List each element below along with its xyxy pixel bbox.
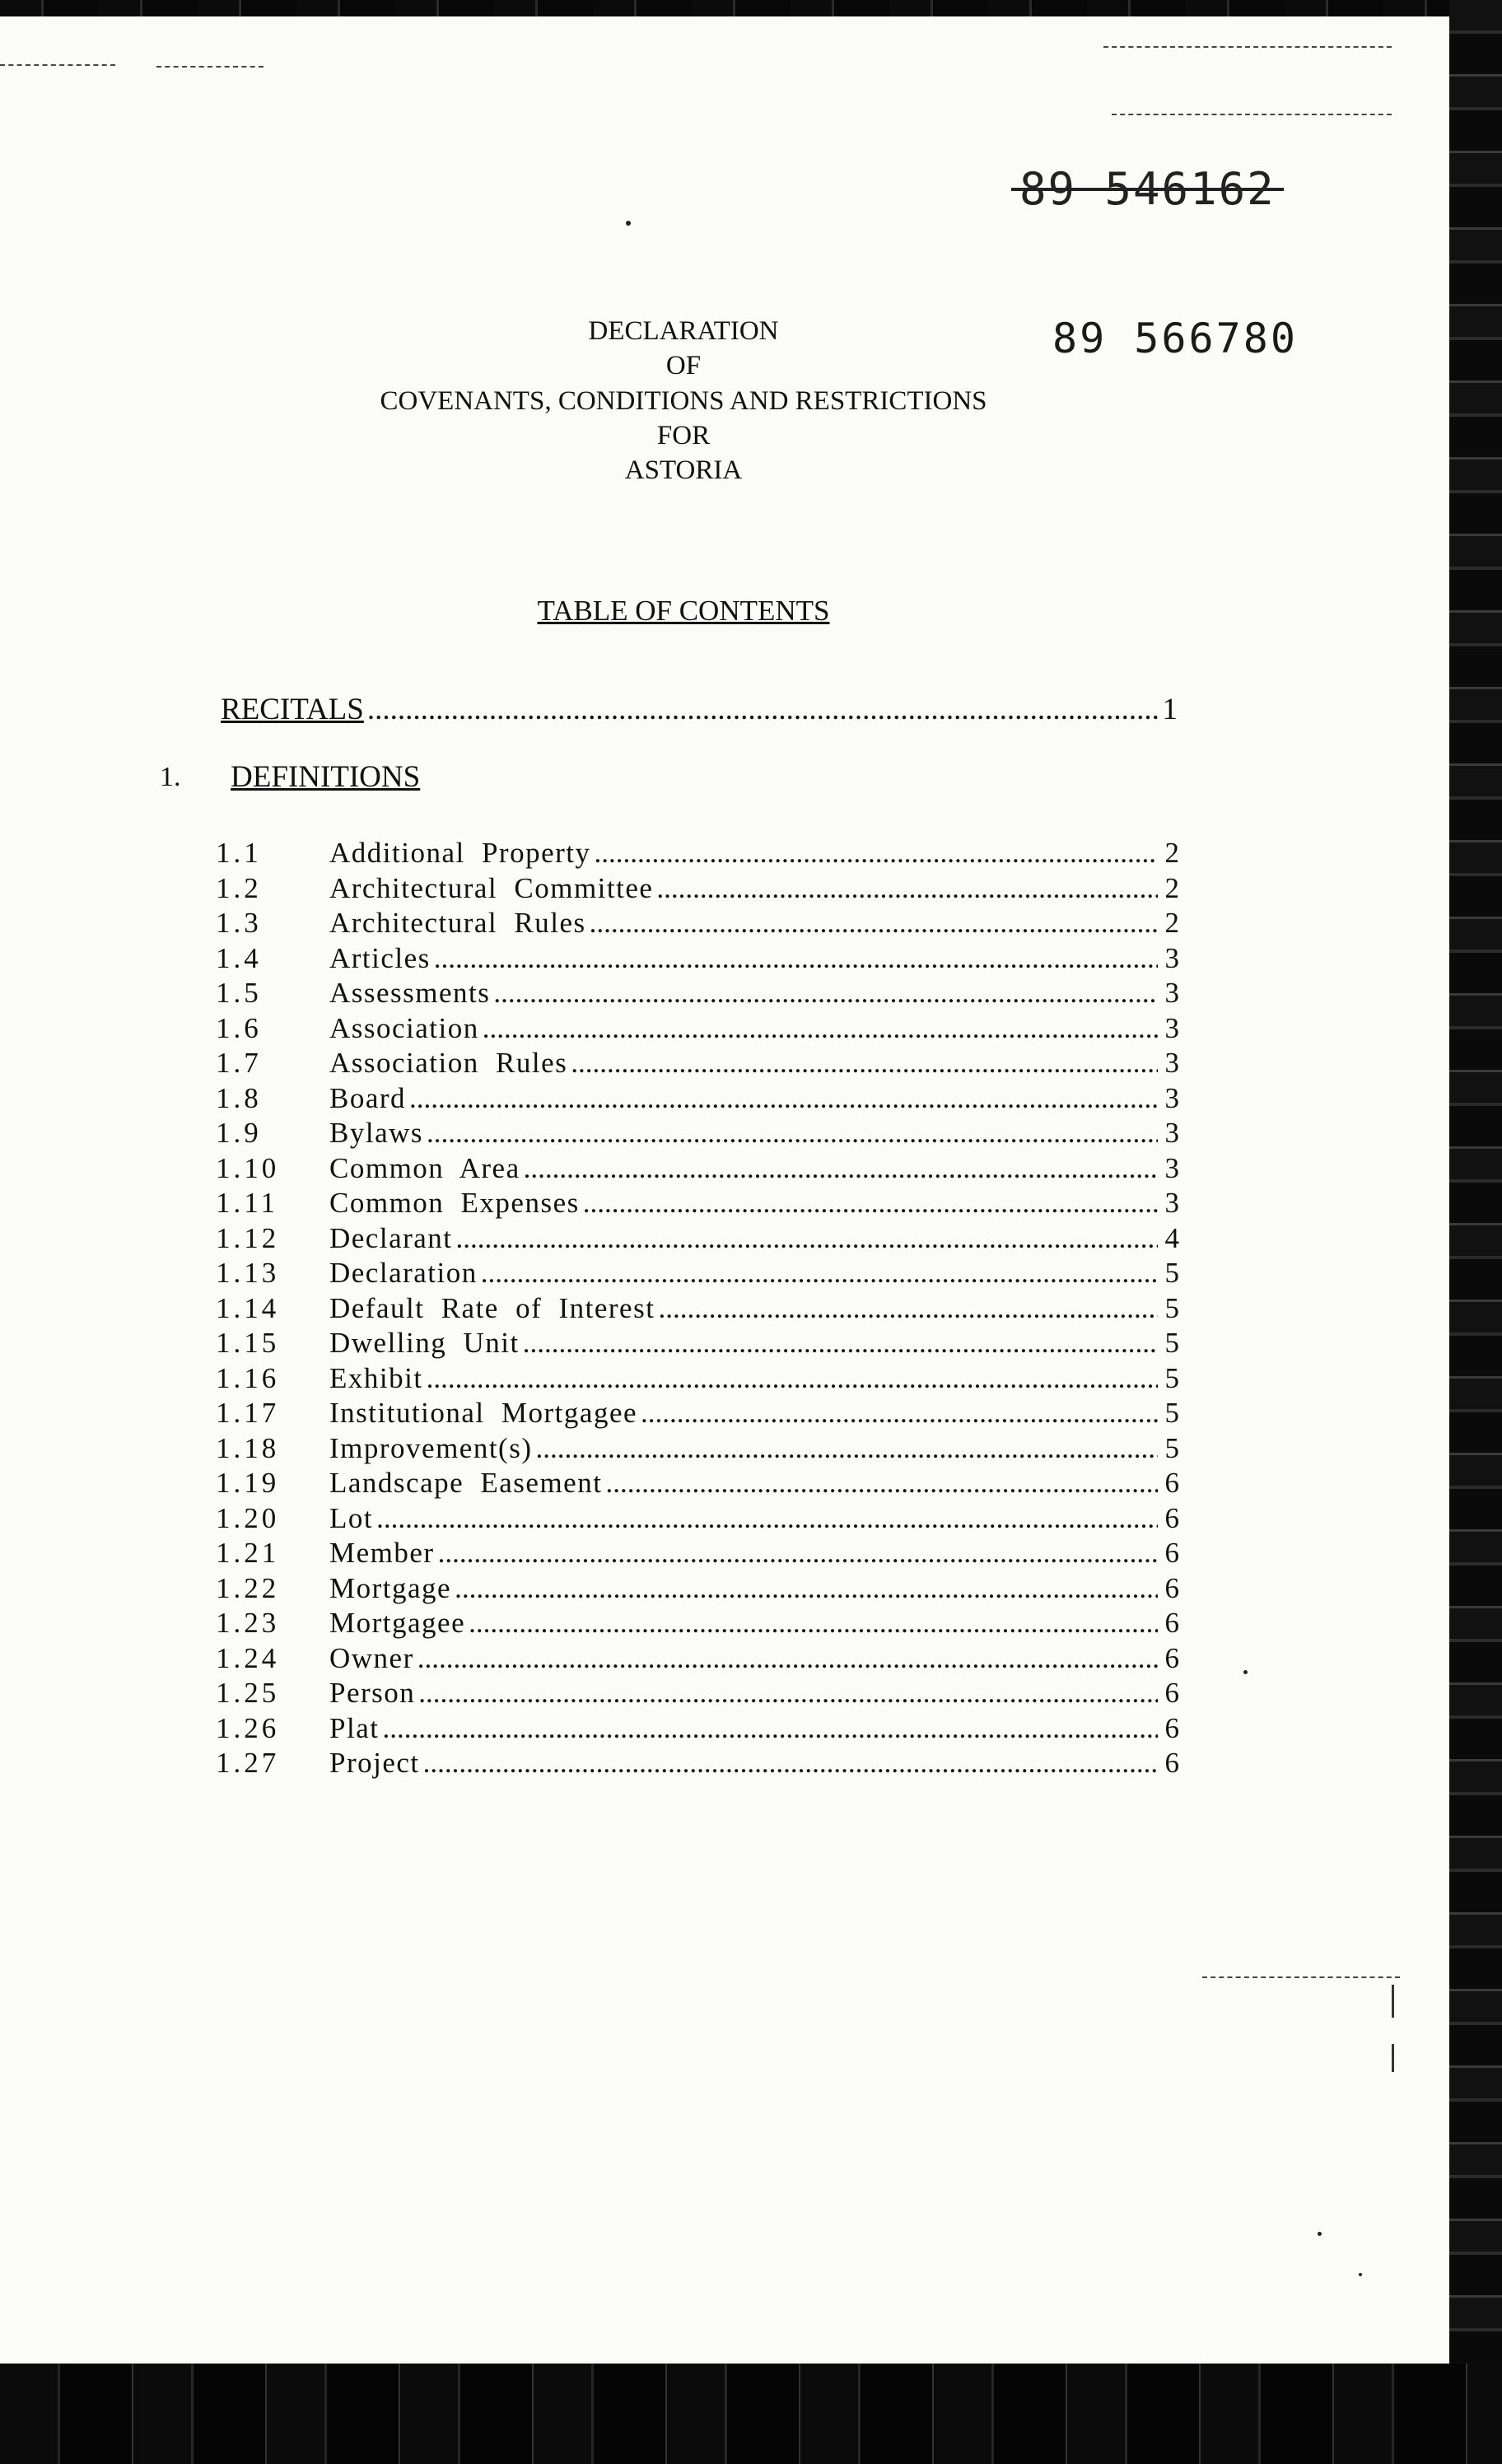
- entry-number: 1.11: [216, 1187, 278, 1219]
- toc-entry: [216, 1572, 1179, 1608]
- entry-page: 2: [1164, 837, 1179, 869]
- scan-mark: [1392, 1985, 1394, 2018]
- entry-page: 6: [1164, 1467, 1179, 1499]
- leader-dots: [583, 1187, 1158, 1220]
- leader-dots: [571, 1047, 1158, 1080]
- leader-dots: [535, 1432, 1158, 1465]
- entry-number: 1.6: [216, 1011, 262, 1044]
- entry-number: 1.1: [216, 837, 262, 869]
- entry-term: Lot: [329, 1501, 374, 1534]
- toc-entry: [216, 1642, 1179, 1678]
- entry-number: 1.7: [216, 1047, 262, 1079]
- entry-number: 1.12: [216, 1221, 280, 1254]
- entry-page: 2: [1164, 871, 1179, 904]
- toc-entry: [216, 1432, 1179, 1468]
- entry-number: 1.18: [216, 1431, 280, 1464]
- leader-dots: [417, 1642, 1158, 1675]
- entry-number: 1.9: [216, 1117, 262, 1149]
- entry-term: Default Rate of Interest: [329, 1291, 655, 1324]
- leader-dots: [590, 907, 1158, 940]
- toc-entry: [216, 1677, 1179, 1712]
- leader-dots: [382, 1712, 1158, 1745]
- toc-entry: [216, 977, 1179, 1012]
- section-number: 1.: [160, 762, 181, 792]
- entry-term: Landscape Easement: [329, 1467, 603, 1499]
- strike-line: [1011, 188, 1284, 191]
- leader-dots: [469, 1607, 1158, 1640]
- toc-entries: [216, 837, 1179, 1782]
- entry-term: Board: [329, 1081, 407, 1114]
- toc-heading-text: TABLE OF CONTENTS: [537, 595, 830, 627]
- entry-page: 5: [1164, 1397, 1179, 1429]
- entry-term: Common Area: [329, 1151, 520, 1184]
- entry-number: 1.8: [216, 1081, 262, 1114]
- leader-dots: [427, 1362, 1158, 1395]
- toc-entry: [216, 1607, 1179, 1642]
- entry-number: 1.24: [216, 1641, 280, 1674]
- toc-entry: [216, 1712, 1179, 1748]
- entry-number: 1.26: [216, 1711, 280, 1744]
- toc-entry: [216, 872, 1179, 908]
- leader-dots: [523, 1327, 1158, 1360]
- entry-term: Association Rules: [329, 1047, 568, 1079]
- leader-dots: [456, 1222, 1158, 1255]
- entry-term: Additional Property: [329, 837, 591, 869]
- entry-page: 4: [1164, 1221, 1179, 1254]
- entry-number: 1.10: [216, 1151, 280, 1184]
- entry-page: 6: [1164, 1571, 1179, 1604]
- entry-term: Person: [329, 1677, 416, 1709]
- entry-number: 1.22: [216, 1571, 280, 1604]
- toc-entry: [216, 1257, 1179, 1292]
- toc-entry: [216, 1047, 1179, 1082]
- entry-number: 1.19: [216, 1467, 280, 1499]
- leader-dots: [427, 1117, 1158, 1150]
- toc-entry: [216, 837, 1179, 872]
- entry-number: 1.17: [216, 1397, 280, 1429]
- title-line-2: OF: [665, 351, 702, 380]
- toc-entry: [216, 1537, 1179, 1572]
- entry-page: 5: [1164, 1291, 1179, 1324]
- title-line-1: DECLARATION: [588, 316, 779, 346]
- toc-entry: [216, 1117, 1179, 1152]
- entry-term: Declaration: [329, 1257, 478, 1289]
- leader-dots: [367, 692, 1159, 727]
- leader-dots: [524, 1152, 1158, 1185]
- toc-entry: [216, 1362, 1179, 1398]
- leader-dots: [376, 1502, 1158, 1535]
- recitals-label: RECITALS: [221, 693, 364, 726]
- leader-dots: [483, 1012, 1158, 1045]
- scan-bottom-edge: [0, 2364, 1502, 2464]
- title-line-4: FOR: [656, 421, 711, 450]
- entry-page: 6: [1164, 1501, 1179, 1534]
- entry-term: Assessments: [329, 977, 491, 1009]
- entry-number: 1.23: [216, 1607, 280, 1639]
- entry-number: 1.27: [216, 1747, 280, 1779]
- entry-number: 1.14: [216, 1291, 280, 1324]
- toc-entry: [216, 1012, 1179, 1048]
- leader-dots: [423, 1747, 1158, 1780]
- entry-term: Mortgage: [329, 1571, 452, 1604]
- entry-page: 3: [1164, 1081, 1179, 1114]
- entry-term: Articles: [329, 941, 431, 974]
- leader-dots: [493, 977, 1158, 1010]
- entry-term: Declarant: [329, 1221, 453, 1254]
- entry-page: 3: [1164, 941, 1179, 974]
- scan-right-edge: [1449, 0, 1502, 2464]
- entry-page: 3: [1164, 977, 1179, 1009]
- entry-page: 5: [1164, 1257, 1179, 1289]
- entry-page: 5: [1164, 1431, 1179, 1464]
- leader-dots: [455, 1572, 1158, 1605]
- entry-page: 3: [1164, 1011, 1179, 1044]
- entry-page: 2: [1164, 907, 1179, 939]
- scan-speck: [1318, 2232, 1322, 2236]
- entry-term: Association: [329, 1011, 479, 1044]
- entry-term: Member: [329, 1537, 435, 1569]
- leader-dots: [438, 1537, 1158, 1570]
- toc-entry: [216, 1467, 1179, 1502]
- entry-term: Owner: [329, 1641, 414, 1674]
- leader-dots: [605, 1467, 1158, 1500]
- entry-number: 1.4: [216, 941, 262, 974]
- leader-dots: [656, 872, 1158, 905]
- leader-dots: [595, 837, 1159, 870]
- title-line-3: COVENANTS, CONDITIONS AND RESTRICTIONS: [380, 386, 987, 416]
- document-number: 89 566780: [1052, 315, 1298, 362]
- entry-number: 1.15: [216, 1327, 280, 1359]
- struck-number-text: 89 546162: [1019, 163, 1276, 215]
- entry-term: Architectural Rules: [329, 907, 586, 939]
- entry-page: 5: [1164, 1361, 1179, 1394]
- entry-page: 3: [1164, 1117, 1179, 1149]
- entry-page: 6: [1164, 1537, 1179, 1569]
- entry-page: 6: [1164, 1641, 1179, 1674]
- entry-page: 3: [1164, 1187, 1179, 1219]
- scan-speck: [1359, 2273, 1362, 2276]
- entry-term: Project: [329, 1747, 420, 1779]
- entry-page: 5: [1164, 1327, 1179, 1359]
- entry-term: Mortgagee: [329, 1607, 466, 1639]
- toc-entry: [216, 1327, 1179, 1362]
- toc-entry: [216, 1152, 1179, 1188]
- toc-entry: [216, 1747, 1179, 1782]
- entry-number: 1.5: [216, 977, 262, 1009]
- toc-entry: [216, 1397, 1179, 1432]
- entry-term: Institutional Mortgagee: [329, 1397, 638, 1429]
- leader-dots: [658, 1292, 1158, 1325]
- scan-mark: [156, 66, 264, 68]
- entry-number: 1.25: [216, 1677, 280, 1709]
- entry-term: Improvement(s): [329, 1431, 533, 1464]
- toc-entry: [216, 1082, 1179, 1118]
- toc-entry: [216, 1187, 1179, 1222]
- scan-mark: [1392, 2044, 1394, 2072]
- toc-entry: [216, 907, 1179, 942]
- entry-number: 1.16: [216, 1361, 280, 1394]
- entry-term: Architectural Committee: [329, 871, 654, 904]
- toc-heading: [0, 595, 1367, 628]
- scan-mark: [1103, 46, 1392, 48]
- entry-term: Exhibit: [329, 1361, 423, 1394]
- document-number-struck: [1019, 163, 1276, 215]
- entry-page: 3: [1164, 1151, 1179, 1184]
- entry-page: 3: [1164, 1047, 1179, 1079]
- scan-speck: [1243, 1670, 1248, 1674]
- leader-dots: [418, 1677, 1158, 1710]
- recitals-page: 1: [1162, 693, 1178, 726]
- entry-page: 6: [1164, 1607, 1179, 1639]
- scan-top-edge: [0, 0, 1502, 16]
- leader-dots: [434, 942, 1158, 975]
- entry-number: 1.21: [216, 1537, 280, 1569]
- scan-mark: [0, 64, 115, 66]
- entry-page: 6: [1164, 1747, 1179, 1779]
- entry-term: Bylaws: [329, 1117, 423, 1149]
- entry-page: 6: [1164, 1711, 1179, 1744]
- title-line-5: ASTORIA: [624, 455, 743, 485]
- entry-number: 1.2: [216, 871, 262, 904]
- entry-term: Dwelling Unit: [329, 1327, 520, 1359]
- scan-mark: [1202, 1976, 1400, 1978]
- toc-entry: [216, 1222, 1179, 1258]
- scan-speck: [626, 221, 631, 226]
- scan-mark: [1112, 114, 1392, 115]
- toc-entry: [216, 1502, 1179, 1538]
- entry-number: 1.13: [216, 1257, 280, 1289]
- section-title: DEFINITIONS: [231, 760, 421, 794]
- toc-recitals: [221, 692, 1178, 727]
- entry-page: 6: [1164, 1677, 1179, 1709]
- toc-entry: [216, 942, 1179, 978]
- leader-dots: [641, 1397, 1158, 1430]
- leader-dots: [481, 1257, 1158, 1290]
- leader-dots: [409, 1082, 1158, 1115]
- entry-number: 1.20: [216, 1501, 280, 1534]
- entry-number: 1.3: [216, 907, 262, 939]
- entry-term: Common Expenses: [329, 1187, 580, 1219]
- entry-term: Plat: [329, 1711, 380, 1744]
- toc-entry: [216, 1292, 1179, 1328]
